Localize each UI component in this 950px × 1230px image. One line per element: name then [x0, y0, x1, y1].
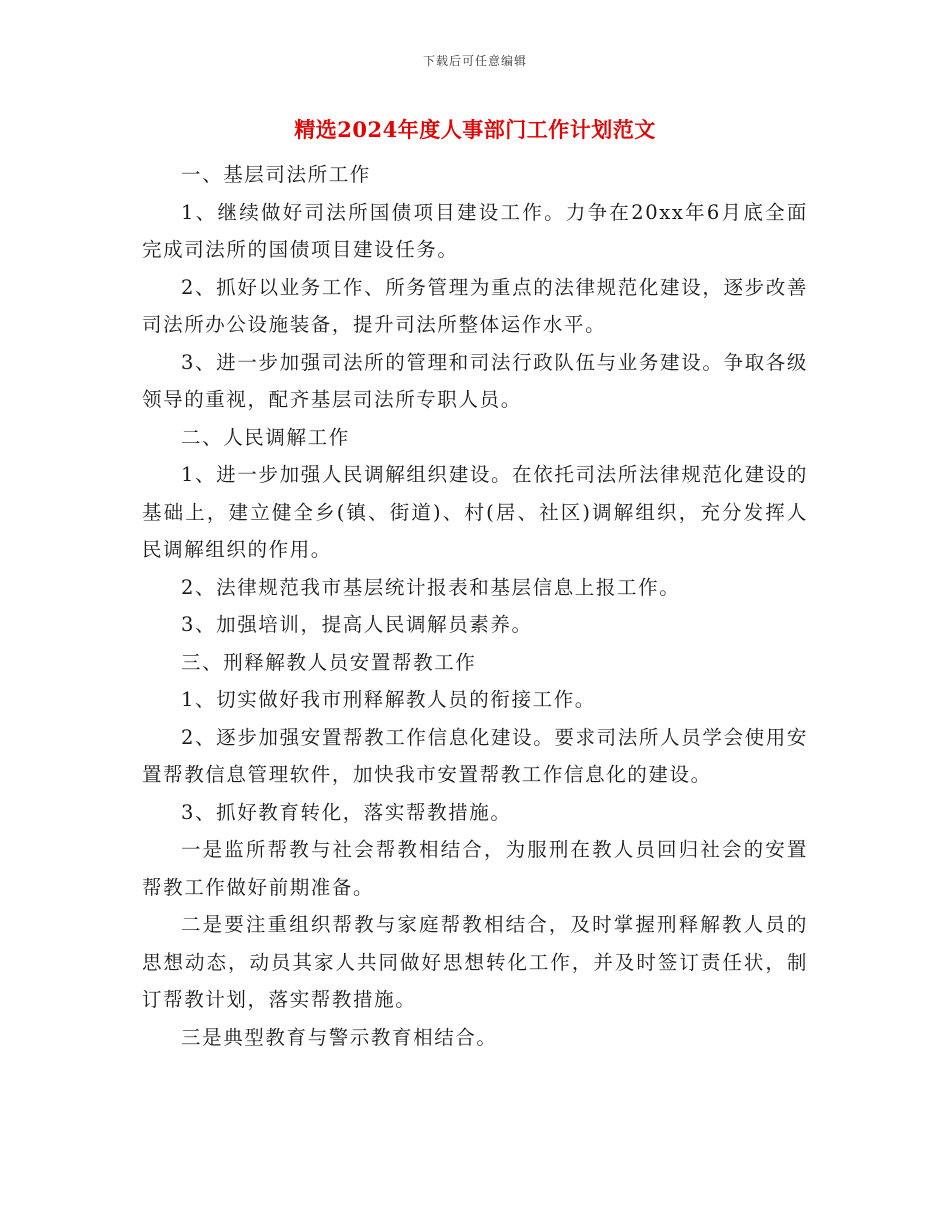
section-heading-3: 三、刑释解教人员安置帮教工作 — [181, 650, 477, 674]
paragraph: 1、进一步加强人民调解组织建设。在依托司法所法律规范化建设的基础上，建立健全乡(镇、街道)、村(居、社区)调解组织，充分发挥人民调解组织的作用。 — [142, 463, 808, 561]
paragraph: 1、切实做好我市刑释解教人员的衔接工作。 — [181, 688, 596, 711]
document-body — [142, 156, 808, 1056]
paragraph: 二是要注重组织帮教与家庭帮教相结合，及时掌握刑释解教人员的思想动态，动员其家人共同做好思想转化工作，并及时签订责任状，制订帮教计划，落实帮教措施。 — [142, 913, 808, 1011]
paragraph: 3、加强培训，提高人民调解员素养。 — [181, 613, 533, 636]
paragraph: 1、继续做好司法所国债项目建设工作。力争在20xx年6月底全面完成司法所的国债项目建设任务。 — [142, 200, 808, 261]
section-heading-1: 一、基层司法所工作 — [181, 163, 371, 186]
paragraph: 三是典型教育与警示教育相结合。 — [181, 1025, 498, 1049]
section-heading-2: 二、人民调解工作 — [181, 425, 350, 449]
paragraph: 一是监所帮教与社会帮教相结合，为服刑在教人员回归社会的安置帮教工作做好前期准备。 — [142, 838, 808, 899]
page-header-note: 下载后可任意编辑 — [422, 54, 527, 68]
document-title: 精选2024年度人事部门工作计划范文 — [294, 117, 656, 142]
paragraph: 2、抓好以业务工作、所务管理为重点的法律规范化建设，逐步改善司法所办公设施装备，提升司法所整体运作水平。 — [142, 275, 808, 336]
paragraph: 3、进一步加强司法所的管理和司法行政队伍与业务建设。争取各级领导的重视，配齐基层司法所专职人员。 — [142, 350, 808, 411]
paragraph: 2、法律规范我市基层统计报表和基层信息上报工作。 — [181, 575, 681, 599]
paragraph: 2、逐步加强安置帮教工作信息化建设。要求司法所人员学会使用安置帮教信息管理软件，加快我市安置帮教工作信息化的建设。 — [142, 725, 808, 786]
paragraph: 3、抓好教育转化，落实帮教措施。 — [181, 800, 512, 824]
